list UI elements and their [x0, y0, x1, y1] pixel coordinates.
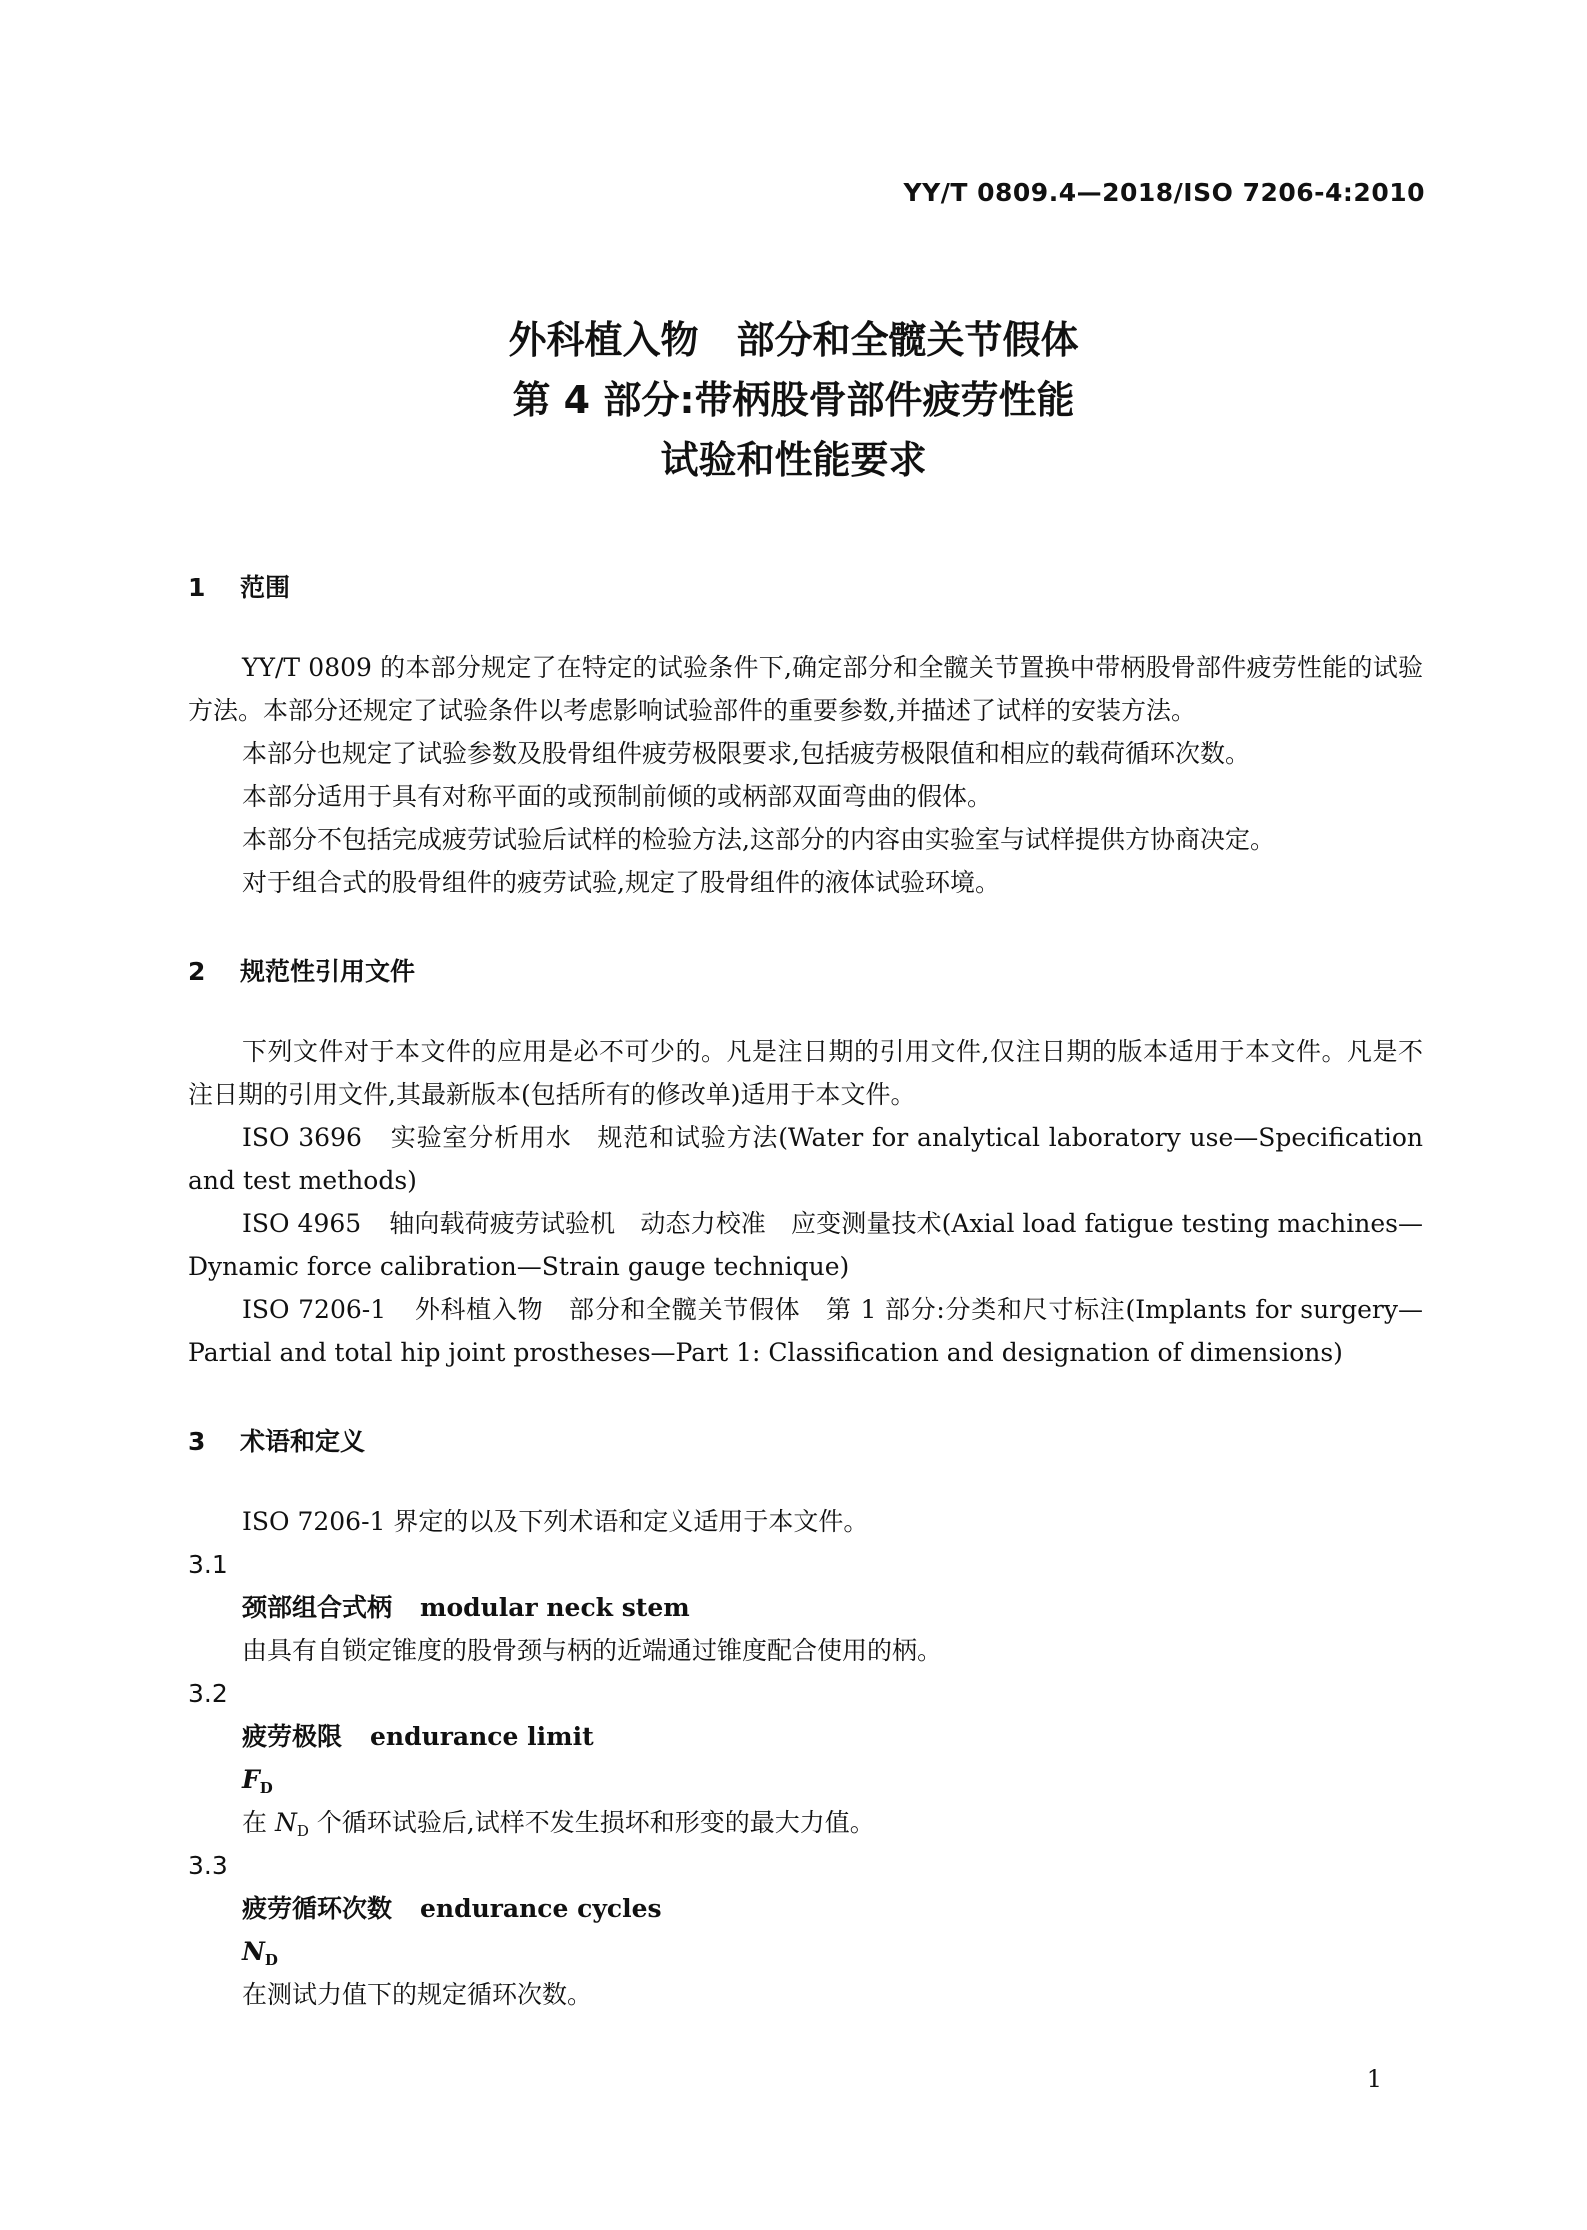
document-body: [188, 570, 1423, 2016]
section-number: 1: [188, 573, 206, 602]
reference-item: [188, 1288, 1423, 1374]
terms-intro: ISO 7206-1 界定的以及下列术语和定义适用于本文件。: [242, 1507, 869, 1536]
term-heading: [188, 1715, 1423, 1758]
reference-text: 外科植入物 部分和全髋关节假体 第 1 部分:分类和尺寸标注(Implants for surgery—Partial and total hip joint prostheses—Part 1: Classification and designation of dimensions): [188, 1295, 1423, 1367]
section-heading-scope: [188, 570, 1423, 606]
term-english: endurance cycles: [420, 1894, 662, 1923]
section-heading-terms-definitions: [188, 1424, 1423, 1460]
reference-code: ISO 3696: [242, 1123, 362, 1152]
title-line-1: 外科植入物 部分和全髋关节假体: [508, 318, 1079, 362]
scope-paragraph-4: 本部分不包括完成疲劳试验后试样的检验方法,这部分的内容由实验室与试样提供方协商决定。: [242, 825, 1275, 854]
term-chinese: 疲劳极限: [242, 1722, 343, 1751]
term-definition: 在测试力值下的规定循环次数。: [242, 1980, 593, 2009]
page-number: 1: [1366, 2065, 1382, 2093]
definition-symbol-subscript: D: [296, 1822, 309, 1840]
section-heading-normative-references: [188, 954, 1423, 990]
section-number: 3: [188, 1427, 206, 1456]
reference-item: [188, 1202, 1423, 1288]
symbol-letter: N: [242, 1937, 265, 1966]
term-chinese: 颈部组合式柄: [242, 1593, 393, 1622]
symbol-subscript: D: [264, 1951, 278, 1969]
term-english: modular neck stem: [420, 1593, 690, 1622]
term-definition: 由具有自锁定锥度的股骨颈与柄的近端通过锥度配合使用的柄。: [242, 1636, 943, 1665]
reference-item: [188, 1116, 1423, 1202]
term-chinese: 疲劳循环次数: [242, 1894, 393, 1923]
term-heading: [188, 1586, 1423, 1629]
term-number: 3.2: [188, 1679, 228, 1708]
term-symbol: [188, 1758, 1423, 1801]
term-english: endurance limit: [370, 1722, 594, 1751]
scope-paragraph-2: 本部分也规定了试验参数及股骨组件疲劳极限要求,包括疲劳极限值和相应的载荷循环次数。: [242, 739, 1250, 768]
document-title: [0, 310, 1587, 490]
title-line-2: 第 4 部分:带柄股骨部件疲劳性能: [512, 378, 1075, 422]
term-symbol: [188, 1930, 1423, 1973]
term-definition: [188, 1801, 1423, 1844]
title-line-3: 试验和性能要求: [660, 438, 927, 482]
reference-code: ISO 4965: [242, 1209, 362, 1238]
symbol-letter: F: [242, 1765, 260, 1794]
term-number: 3.3: [188, 1851, 228, 1880]
scope-paragraph-1: YY/T 0809 的本部分规定了在特定的试验条件下,确定部分和全髋关节置换中带柄股骨部件疲劳性能的试验方法。本部分还规定了试验条件以考虑影响试验部件的重要参数,并描述了试样的安装方法。: [188, 653, 1423, 725]
section-title: 规范性引用文件: [240, 957, 416, 986]
reference-code: ISO 7206-1: [242, 1295, 387, 1324]
term-number: 3.1: [188, 1550, 228, 1579]
definition-suffix: 个循环试验后,试样不发生损坏和形变的最大力值。: [308, 1808, 875, 1837]
definition-prefix: 在: [242, 1808, 275, 1837]
symbol-subscript: D: [259, 1779, 273, 1797]
reference-text: 实验室分析用水 规范和试验方法(Water for analytical laboratory use—Specification and test methods): [188, 1123, 1423, 1195]
scope-paragraph-5: 对于组合式的股骨组件的疲劳试验,规定了股骨组件的液体试验环境。: [242, 868, 1000, 897]
section-title: 范围: [240, 573, 291, 602]
section-number: 2: [188, 957, 206, 986]
scope-paragraph-3: 本部分适用于具有对称平面的或预制前倾的或柄部双面弯曲的假体。: [242, 782, 993, 811]
standard-code: YY/T 0809.4—2018/ISO 7206-4:2010: [903, 178, 1425, 207]
reference-text: 轴向载荷疲劳试验机 动态力校准 应变测量技术(Axial load fatigue testing machines—Dynamic force calibration—Strain gauge technique): [188, 1209, 1423, 1281]
term-heading: [188, 1887, 1423, 1930]
definition-symbol: N: [274, 1808, 297, 1837]
section-title: 术语和定义: [240, 1427, 366, 1456]
references-intro: 下列文件对于本文件的应用是必不可少的。凡是注日期的引用文件,仅注日期的版本适用于本文件。凡是不注日期的引用文件,其最新版本(包括所有的修改单)适用于本文件。: [188, 1037, 1423, 1109]
